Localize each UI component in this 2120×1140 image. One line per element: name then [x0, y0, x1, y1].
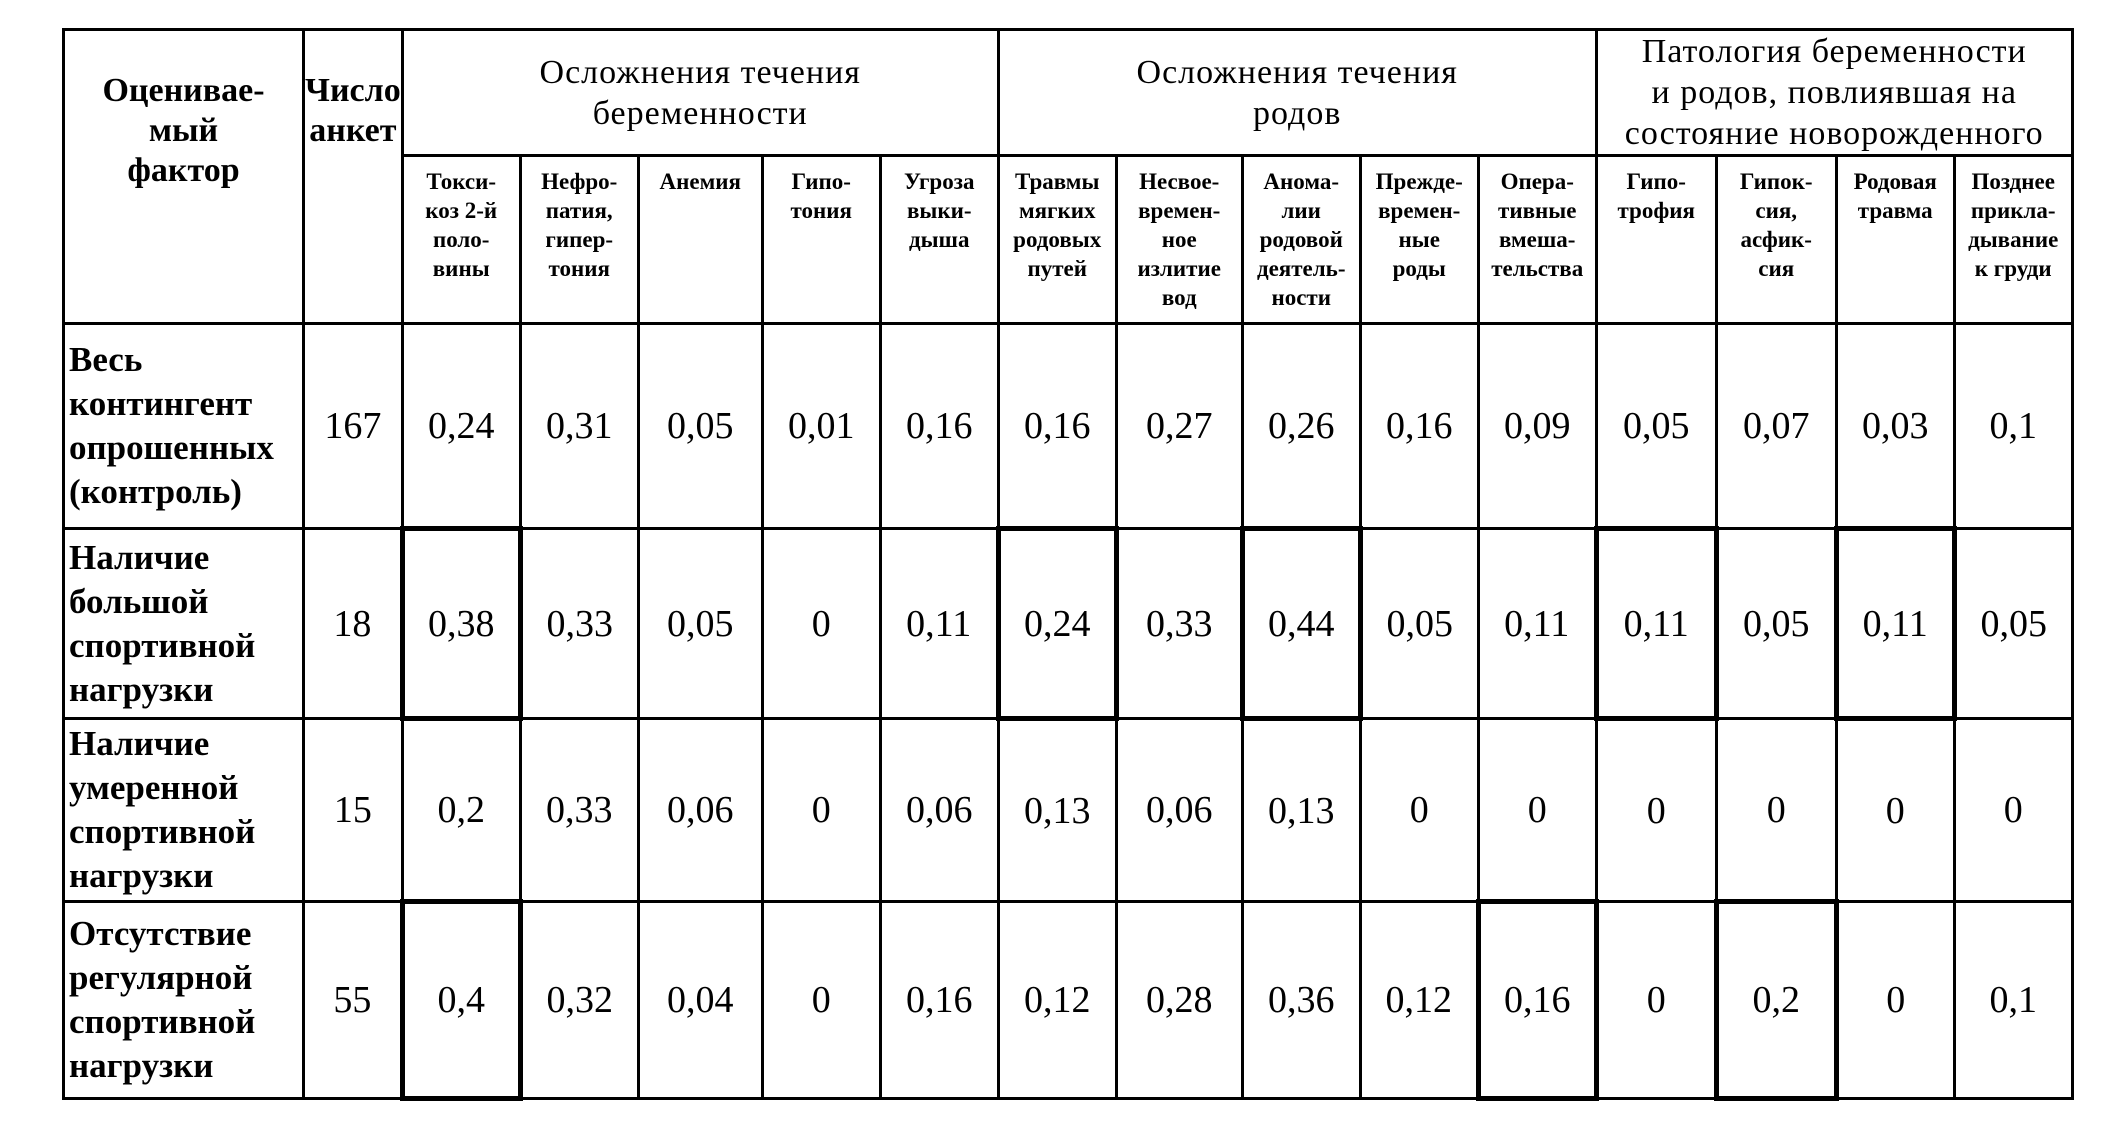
column-header: [1716, 156, 1836, 324]
text-line: Наличие: [69, 537, 210, 577]
data-table-wrapper: [62, 28, 2074, 1101]
row-survey-count: 55: [304, 902, 403, 1099]
group-header: [998, 30, 1596, 156]
group-header: [1596, 30, 2072, 156]
text-line: опрошенных: [69, 428, 274, 467]
value-cell: 0,27: [1116, 324, 1242, 529]
text-line: лии: [1281, 198, 1321, 223]
text-line: гипер-: [545, 227, 614, 252]
text-line: нагрузки: [69, 1046, 214, 1085]
value-cell: 0,05: [1954, 529, 2072, 719]
text-line: Опера-: [1500, 169, 1574, 194]
value-cell: 0: [1716, 719, 1836, 902]
text-line: Родовая: [1853, 169, 1937, 194]
table-row: [64, 324, 2073, 529]
text-line: травма: [1857, 198, 1933, 223]
text-line: мый: [148, 112, 219, 149]
row-survey-count: 18: [304, 529, 403, 719]
value-cell: 0: [762, 902, 880, 1099]
table-row: [64, 902, 2073, 1099]
value-cell: 0,12: [1360, 902, 1478, 1099]
text-line: большой: [69, 581, 209, 621]
text-line: родов: [1253, 94, 1342, 132]
text-line: спортивной: [69, 812, 256, 851]
text-line: Токси-: [426, 169, 497, 194]
value-cell: 0,16: [1360, 324, 1478, 529]
text-line: асфик-: [1740, 227, 1812, 252]
text-line: вод: [1161, 285, 1197, 310]
value-cell: 0,05: [1716, 529, 1836, 719]
column-header: [1954, 156, 2072, 324]
text-line: Несвое-: [1139, 169, 1220, 194]
text-line: деятель-: [1256, 256, 1346, 281]
value-cell: 0,13: [1242, 719, 1360, 902]
value-cell: 0,26: [1242, 324, 1360, 529]
value-cell: 0: [762, 719, 880, 902]
text-line: родовой: [1259, 227, 1343, 252]
value-cell: 0: [1478, 719, 1596, 902]
text-line: Угроза: [903, 169, 975, 194]
text-line: и родов, повлиявшая на: [1651, 74, 2017, 111]
text-line: Нефро-: [541, 169, 618, 194]
row-factor-label: [64, 529, 304, 719]
value-cell: 0,4: [402, 902, 520, 1099]
text-line: времен-: [1138, 198, 1221, 223]
text-line: Число: [305, 72, 401, 109]
value-cell: 0,38: [402, 529, 520, 719]
value-cell: 0,13: [998, 719, 1116, 902]
column-header: [1478, 156, 1596, 324]
value-cell: 0,06: [1116, 719, 1242, 902]
text-line: ности: [1271, 285, 1331, 310]
text-line: коз 2-й: [425, 198, 498, 223]
factor-column-header: [64, 30, 304, 324]
value-cell: 0,04: [638, 902, 762, 1099]
text-line: сия: [1758, 256, 1795, 281]
value-cell: 0,16: [998, 324, 1116, 529]
text-line: ное: [1161, 227, 1197, 252]
text-line: Осложнения течения: [1136, 53, 1458, 91]
text-line: Прежде-: [1375, 169, 1463, 194]
value-cell: 0,2: [1716, 902, 1836, 1099]
value-cell: 0,24: [998, 529, 1116, 719]
text-line: поло-: [432, 227, 490, 252]
value-cell: 0,07: [1716, 324, 1836, 529]
value-cell: 0,33: [1116, 529, 1242, 719]
text-line: родовых: [1013, 227, 1102, 252]
text-line: дывание: [1968, 227, 2059, 252]
text-line: нагрузки: [69, 669, 214, 709]
text-line: Оценивае-: [102, 72, 265, 109]
count-column-header: [304, 30, 403, 324]
value-cell: 0: [1596, 719, 1716, 902]
value-cell: 0,16: [1478, 902, 1596, 1099]
text-line: Отсутствие: [69, 914, 252, 953]
column-header: [880, 156, 998, 324]
header-row-groups: [64, 30, 2073, 156]
value-cell: 0,33: [520, 719, 638, 902]
table-row: [64, 719, 2073, 902]
column-header: [402, 156, 520, 324]
value-cell: 0,11: [1596, 529, 1716, 719]
value-cell: 0,11: [880, 529, 998, 719]
text-line: трофия: [1617, 198, 1695, 223]
column-header: [1116, 156, 1242, 324]
column-header: [1836, 156, 1954, 324]
text-line: вмеша-: [1498, 227, 1576, 252]
text-line: контингент: [69, 384, 253, 423]
value-cell: 0,32: [520, 902, 638, 1099]
column-header: [1596, 156, 1716, 324]
value-cell: 0,03: [1836, 324, 1954, 529]
text-line: выки-: [906, 198, 972, 223]
column-header: [1242, 156, 1360, 324]
text-line: (контроль): [69, 472, 242, 511]
value-cell: 0,36: [1242, 902, 1360, 1099]
column-header: [520, 156, 638, 324]
column-header: [1360, 156, 1478, 324]
value-cell: 0,24: [402, 324, 520, 529]
text-line: Травмы: [1015, 169, 1100, 194]
value-cell: 0,16: [880, 902, 998, 1099]
value-cell: 0: [1360, 719, 1478, 902]
value-cell: 0,44: [1242, 529, 1360, 719]
text-line: тония: [790, 198, 852, 223]
value-cell: 0,31: [520, 324, 638, 529]
text-line: фактор: [127, 152, 240, 189]
text-line: спортивной: [69, 1002, 256, 1041]
text-line: Осложнения течения: [539, 53, 861, 91]
value-cell: 0,1: [1954, 324, 2072, 529]
text-line: беременности: [592, 94, 808, 132]
value-cell: 0: [1836, 719, 1954, 902]
text-line: состояние новорожденного: [1624, 115, 2044, 152]
text-line: нагрузки: [69, 856, 214, 895]
text-line: Позднее: [1971, 169, 2055, 194]
text-line: ные: [1398, 227, 1440, 252]
text-line: к груди: [1974, 256, 2052, 281]
group-header: [402, 30, 998, 156]
text-line: сия,: [1755, 198, 1798, 223]
value-cell: 0,06: [880, 719, 998, 902]
value-cell: 0,2: [402, 719, 520, 902]
text-line: вины: [432, 256, 490, 281]
text-line: роды: [1392, 256, 1446, 281]
text-line: регулярной: [69, 958, 253, 997]
value-cell: 0,05: [1360, 529, 1478, 719]
text-line: Гипо-: [1626, 169, 1686, 194]
text-line: тивные: [1498, 198, 1577, 223]
value-cell: 0: [1596, 902, 1716, 1099]
text-line: тельства: [1491, 256, 1584, 281]
value-cell: 0,1: [1954, 902, 2072, 1099]
text-line: мягких: [1018, 198, 1096, 223]
text-line: Гипо-: [791, 169, 851, 194]
value-cell: 0,11: [1836, 529, 1954, 719]
text-line: путей: [1027, 256, 1087, 281]
column-header: [762, 156, 880, 324]
pregnancy-complications-table: [62, 28, 2074, 1101]
column-header: [638, 156, 762, 324]
row-survey-count: 15: [304, 719, 403, 902]
value-cell: 0,01: [762, 324, 880, 529]
value-cell: 0,05: [638, 324, 762, 529]
text-line: Весь: [69, 340, 143, 379]
value-cell: 0,06: [638, 719, 762, 902]
row-factor-label: [64, 324, 304, 529]
value-cell: 0,12: [998, 902, 1116, 1099]
text-line: Анемия: [659, 169, 741, 194]
value-cell: 0,11: [1478, 529, 1596, 719]
column-header: [998, 156, 1116, 324]
text-line: Анома-: [1263, 169, 1340, 194]
text-line: умеренной: [69, 768, 239, 807]
row-factor-label: [64, 902, 304, 1099]
text-line: спортивной: [69, 625, 256, 665]
value-cell: 0,28: [1116, 902, 1242, 1099]
table-row: [64, 529, 2073, 719]
row-survey-count: 167: [304, 324, 403, 529]
value-cell: 0: [762, 529, 880, 719]
text-line: анкет: [309, 112, 397, 149]
text-line: излитие: [1137, 256, 1221, 281]
value-cell: 0: [1836, 902, 1954, 1099]
text-line: тония: [548, 256, 610, 281]
value-cell: 0,33: [520, 529, 638, 719]
value-cell: 0,05: [1596, 324, 1716, 529]
value-cell: 0,05: [638, 529, 762, 719]
text-line: прикла-: [1970, 198, 2056, 223]
text-line: Гипок-: [1739, 169, 1813, 194]
row-factor-label: [64, 719, 304, 902]
text-line: дыша: [908, 227, 970, 252]
text-line: времен-: [1378, 198, 1461, 223]
text-line: Патология беременности: [1641, 33, 2027, 70]
value-cell: 0,16: [880, 324, 998, 529]
value-cell: 0,09: [1478, 324, 1596, 529]
text-line: Наличие: [69, 724, 210, 763]
text-line: патия,: [545, 198, 613, 223]
value-cell: 0: [1954, 719, 2072, 902]
